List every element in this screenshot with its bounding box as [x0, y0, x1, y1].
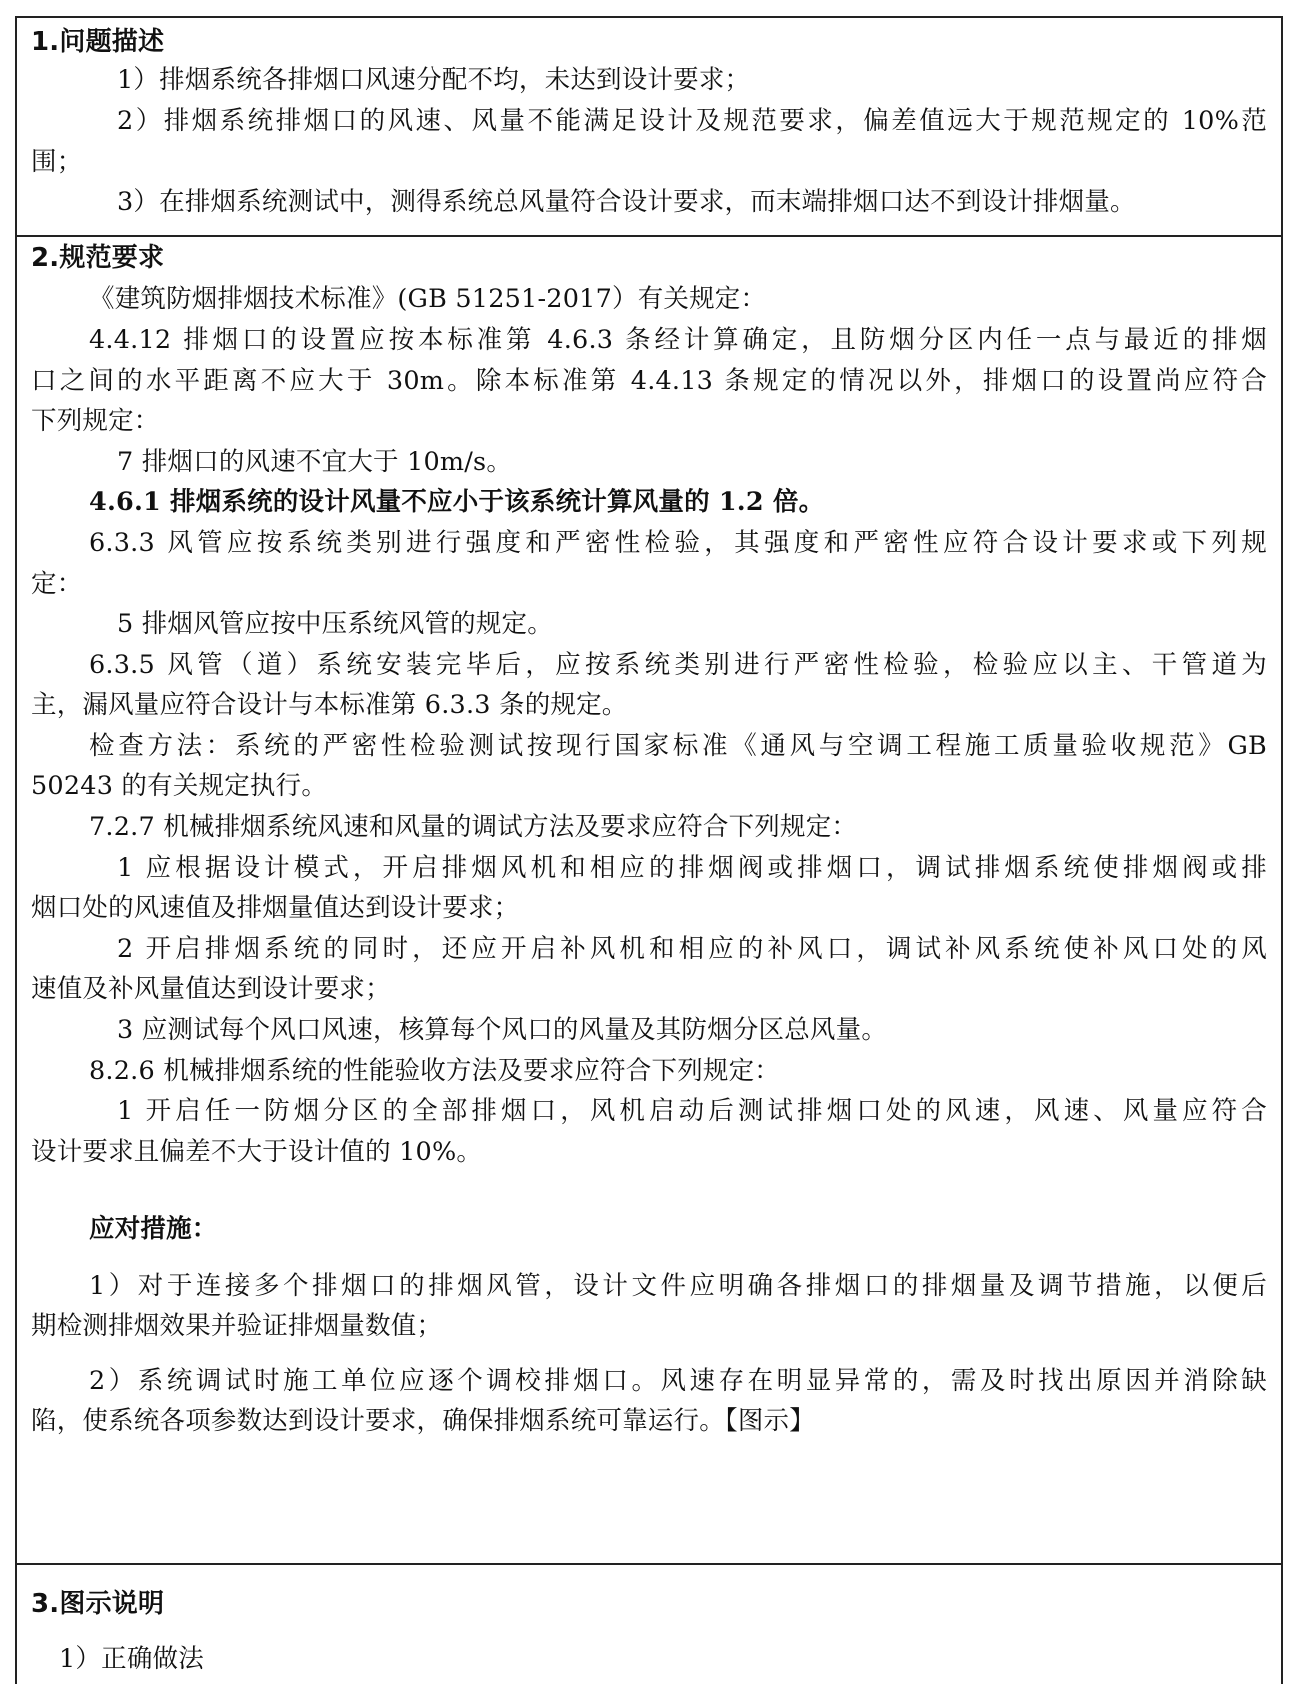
section-title: 1.问题描述	[31, 27, 165, 57]
illustration-section	[17, 1565, 1281, 1705]
paragraph-line: 2）排烟系统排烟口的风速、风量不能满足设计及规范要求，偏差值远大于规范规定的 10%范	[117, 106, 1267, 136]
paragraph-line: 3 应测试每个风口风速，核算每个风口的风量及其防烟分区总风量。	[117, 1015, 888, 1045]
problem-description-section	[17, 18, 1281, 237]
paragraph-line: 烟口处的风速值及排烟量值达到设计要求；	[31, 893, 520, 923]
paragraph-line: 5 排烟风管应按中压系统风管的规定。	[117, 609, 553, 639]
paragraph-line: 陷，使系统各项参数达到设计要求，确保排烟系统可靠运行。【图示】	[31, 1406, 815, 1436]
paragraph-line: 2 开启排烟系统的同时，还应开启补风机和相应的补风口，调试补风系统使补风口处的风	[117, 934, 1267, 964]
paragraph-line: 1 开启任一防烟分区的全部排烟口，风机启动后测试排烟口处的风速，风速、风量应符合	[117, 1096, 1267, 1126]
paragraph-line: 4.4.12 排烟口的设置应按本标准第 4.6.3 条经计算确定，且防烟分区内任一点与最近的排烟	[89, 325, 1267, 355]
paragraph-line: 围；	[31, 147, 83, 177]
paragraph-line-bold: 4.6.1 排烟系统的设计风量不应小于该系统计算风量的 1.2 倍。	[89, 487, 825, 517]
measures-title: 应对措施：	[89, 1214, 218, 1244]
paragraph-line: 期检测排烟效果并验证排烟量数值；	[31, 1311, 443, 1341]
section-title: 3.图示说明	[31, 1589, 165, 1619]
paragraph-line: 口之间的水平距离不应大于 30m。除本标准第 4.4.13 条规定的情况以外，排烟口的设置尚应符合	[31, 366, 1267, 396]
paragraph-line: 8.2.6 机械排烟系统的性能验收方法及要求应符合下列规定：	[89, 1056, 780, 1086]
paragraph-line: 6.3.3 风管应按系统类别进行强度和严密性检验，其强度和严密性应符合设计要求或下列规	[89, 528, 1267, 558]
paragraph-line: 下列规定：	[31, 406, 160, 436]
paragraph-line: 设计要求且偏差不大于设计值的 10%。	[31, 1137, 483, 1167]
paragraph-line: 检查方法：系统的严密性检验测试按现行国家标准《通风与空调工程施工质量验收规范》GB	[89, 731, 1267, 761]
paragraph-line: 6.3.5 风管（道）系统安装完毕后，应按系统类别进行严密性检验，检验应以主、干管道为	[89, 650, 1267, 680]
paragraph-line: 主，漏风量应符合设计与本标准第 6.3.3 条的规定。	[31, 690, 628, 720]
paragraph-line: 7 排烟口的风速不宜大于 10m/s。	[117, 447, 513, 477]
paragraph-line: 50243 的有关规定执行。	[31, 771, 328, 801]
paragraph-line: 2）系统调试时施工单位应逐个调校排烟口。风速存在明显异常的，需及时找出原因并消除缺	[89, 1366, 1267, 1396]
paragraph-line: 1 应根据设计模式，开启排烟风机和相应的排烟阀或排烟口，调试排烟系统使排烟阀或排	[117, 853, 1267, 883]
code-requirements-section	[17, 237, 1281, 1565]
paragraph-line: 《建筑防烟排烟技术标准》(GB 51251-2017）有关规定：	[89, 284, 767, 314]
paragraph-line: 1）正确做法	[59, 1644, 204, 1674]
paragraph-line: 1）排烟系统各排烟口风速分配不均，未达到设计要求；	[117, 65, 751, 95]
paragraph-line: 速值及补风量值达到设计要求；	[31, 974, 391, 1004]
document-frame	[15, 16, 1283, 1684]
section-title: 2.规范要求	[31, 243, 165, 273]
paragraph-line: 3）在排烟系统测试中，测得系统总风量符合设计要求，而末端排烟口达不到设计排烟量。	[117, 187, 1136, 217]
paragraph-line: 1）对于连接多个排烟口的排烟风管，设计文件应明确各排烟口的排烟量及调节措施，以便后	[89, 1271, 1267, 1301]
paragraph-line: 7.2.7 机械排烟系统风速和风量的调试方法及要求应符合下列规定：	[89, 812, 858, 842]
paragraph-line: 定：	[31, 569, 83, 599]
